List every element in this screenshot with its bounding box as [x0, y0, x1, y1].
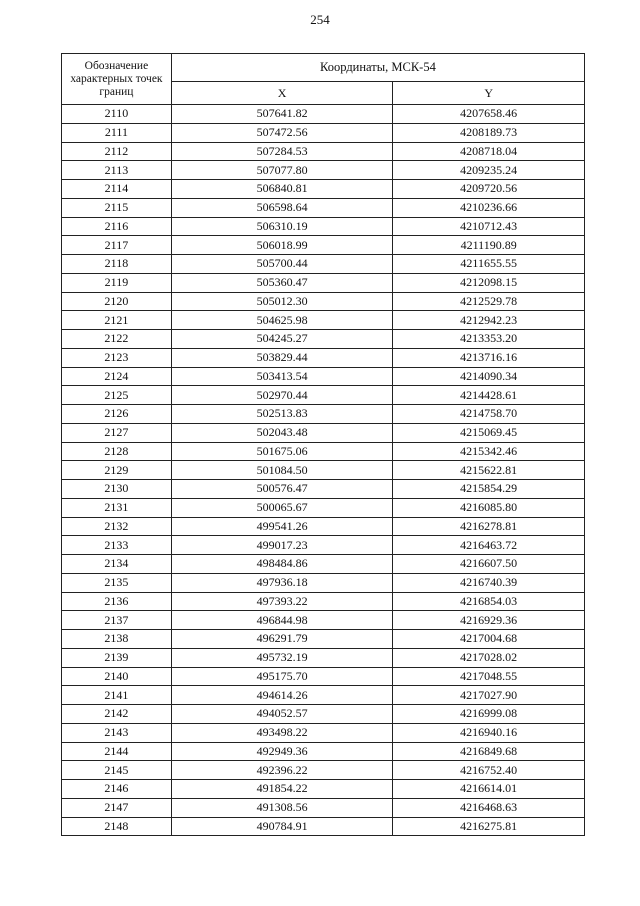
- x-cell: 499541.26: [171, 517, 393, 536]
- table-row: [62, 442, 585, 461]
- table-row: [62, 573, 585, 592]
- point-name-cell: 2145: [62, 761, 172, 780]
- x-cell: 496844.98: [171, 611, 393, 630]
- table-row: [62, 123, 585, 142]
- table-row: [62, 255, 585, 274]
- point-name-cell: 2147: [62, 798, 172, 817]
- point-name-cell: 2139: [62, 648, 172, 667]
- y-cell: 4217028.02: [393, 648, 585, 667]
- table-row: [62, 480, 585, 499]
- y-cell: 4215069.45: [393, 423, 585, 442]
- x-cell: 496291.79: [171, 630, 393, 649]
- table-row: [62, 105, 585, 124]
- point-name-cell: 2114: [62, 180, 172, 199]
- point-name-cell: 2132: [62, 517, 172, 536]
- y-cell: 4216740.39: [393, 573, 585, 592]
- point-name-cell: 2144: [62, 742, 172, 761]
- table-row: [62, 292, 585, 311]
- x-cell: 493498.22: [171, 723, 393, 742]
- y-cell: 4211190.89: [393, 236, 585, 255]
- coordinates-table: [61, 53, 585, 836]
- point-name-cell: 2120: [62, 292, 172, 311]
- y-cell: 4210236.66: [393, 198, 585, 217]
- x-cell: 506598.64: [171, 198, 393, 217]
- x-cell: 501675.06: [171, 442, 393, 461]
- y-cell: 4215854.29: [393, 480, 585, 499]
- y-cell: 4213353.20: [393, 330, 585, 349]
- x-cell: 497936.18: [171, 573, 393, 592]
- y-cell: 4216607.50: [393, 555, 585, 574]
- y-cell: 4211655.55: [393, 255, 585, 274]
- x-cell: 500065.67: [171, 498, 393, 517]
- x-cell: 503829.44: [171, 348, 393, 367]
- x-cell: 491854.22: [171, 780, 393, 799]
- point-name-cell: 2135: [62, 573, 172, 592]
- y-cell: 4217048.55: [393, 667, 585, 686]
- y-cell: 4216940.16: [393, 723, 585, 742]
- x-cell: 506840.81: [171, 180, 393, 199]
- x-cell: 502513.83: [171, 405, 393, 424]
- y-cell: 4216278.81: [393, 517, 585, 536]
- y-cell: 4209235.24: [393, 161, 585, 180]
- table-row: [62, 705, 585, 724]
- table-body: [62, 105, 585, 836]
- y-cell: 4212529.78: [393, 292, 585, 311]
- x-cell: 490784.91: [171, 817, 393, 836]
- table-row: [62, 348, 585, 367]
- y-cell: 4207658.46: [393, 105, 585, 124]
- y-cell: 4216463.72: [393, 536, 585, 555]
- table-row: [62, 236, 585, 255]
- table-row: [62, 667, 585, 686]
- point-name-cell: 2116: [62, 217, 172, 236]
- point-name-cell: 2137: [62, 611, 172, 630]
- table-row: [62, 330, 585, 349]
- y-cell: 4216275.81: [393, 817, 585, 836]
- x-cell: 505700.44: [171, 255, 393, 274]
- x-cell: 492396.22: [171, 761, 393, 780]
- y-cell: 4215622.81: [393, 461, 585, 480]
- x-cell: 491308.56: [171, 798, 393, 817]
- y-cell: 4216999.08: [393, 705, 585, 724]
- y-cell: 4214090.34: [393, 367, 585, 386]
- x-cell: 505012.30: [171, 292, 393, 311]
- y-cell: 4208189.73: [393, 123, 585, 142]
- y-cell: 4208718.04: [393, 142, 585, 161]
- y-cell: 4216614.01: [393, 780, 585, 799]
- y-cell: 4214428.61: [393, 386, 585, 405]
- y-cell: 4216468.63: [393, 798, 585, 817]
- point-name-cell: 2121: [62, 311, 172, 330]
- point-name-cell: 2136: [62, 592, 172, 611]
- x-cell: 502043.48: [171, 423, 393, 442]
- table-row: [62, 367, 585, 386]
- table-row: [62, 723, 585, 742]
- point-name-cell: 2117: [62, 236, 172, 255]
- table-row: [62, 686, 585, 705]
- table-row: [62, 780, 585, 799]
- point-name-cell: 2133: [62, 536, 172, 555]
- x-cell: 497393.22: [171, 592, 393, 611]
- x-cell: 495175.70: [171, 667, 393, 686]
- x-cell: 502970.44: [171, 386, 393, 405]
- point-name-cell: 2142: [62, 705, 172, 724]
- point-name-cell: 2112: [62, 142, 172, 161]
- y-cell: 4217027.90: [393, 686, 585, 705]
- point-name-cell: 2118: [62, 255, 172, 274]
- x-cell: 507077.80: [171, 161, 393, 180]
- y-cell: 4212942.23: [393, 311, 585, 330]
- table-row: [62, 592, 585, 611]
- table-row: [62, 461, 585, 480]
- table-row: [62, 423, 585, 442]
- x-cell: 494052.57: [171, 705, 393, 724]
- y-cell: 4209720.56: [393, 180, 585, 199]
- table-row: [62, 761, 585, 780]
- point-name-cell: 2134: [62, 555, 172, 574]
- header-coordinates: Координаты, МСК-54: [171, 54, 584, 82]
- point-name-cell: 2123: [62, 348, 172, 367]
- point-name-cell: 2138: [62, 630, 172, 649]
- x-cell: 499017.23: [171, 536, 393, 555]
- y-cell: 4216849.68: [393, 742, 585, 761]
- x-cell: 498484.86: [171, 555, 393, 574]
- x-cell: 495732.19: [171, 648, 393, 667]
- point-name-cell: 2128: [62, 442, 172, 461]
- table-row: [62, 217, 585, 236]
- table-row: [62, 555, 585, 574]
- point-name-cell: 2131: [62, 498, 172, 517]
- point-name-cell: 2126: [62, 405, 172, 424]
- point-name-cell: 2140: [62, 667, 172, 686]
- table-row: [62, 386, 585, 405]
- table-row: [62, 536, 585, 555]
- page-number: 254: [310, 12, 330, 27]
- table-row: [62, 161, 585, 180]
- header-row-top: [62, 54, 585, 82]
- point-name-cell: 2141: [62, 686, 172, 705]
- point-name-cell: 2130: [62, 480, 172, 499]
- x-cell: 501084.50: [171, 461, 393, 480]
- header-point-name: Обозначение характерных точек границ: [62, 54, 172, 105]
- point-name-cell: 2111: [62, 123, 172, 142]
- table-row: [62, 648, 585, 667]
- point-name-cell: 2146: [62, 780, 172, 799]
- point-name-cell: 2143: [62, 723, 172, 742]
- table-row: [62, 311, 585, 330]
- x-cell: 500576.47: [171, 480, 393, 499]
- point-name-cell: 2124: [62, 367, 172, 386]
- table-row: [62, 498, 585, 517]
- point-name-cell: 2129: [62, 461, 172, 480]
- x-cell: 507472.56: [171, 123, 393, 142]
- table-row: [62, 611, 585, 630]
- y-cell: 4215342.46: [393, 442, 585, 461]
- y-cell: 4210712.43: [393, 217, 585, 236]
- table-row: [62, 405, 585, 424]
- point-name-cell: 2122: [62, 330, 172, 349]
- table-row: [62, 180, 585, 199]
- table-row: [62, 198, 585, 217]
- y-cell: 4214758.70: [393, 405, 585, 424]
- x-cell: 494614.26: [171, 686, 393, 705]
- table-row: [62, 273, 585, 292]
- point-name-cell: 2115: [62, 198, 172, 217]
- point-name-cell: 2119: [62, 273, 172, 292]
- table-row: [62, 517, 585, 536]
- table-header: [62, 54, 585, 105]
- x-cell: 505360.47: [171, 273, 393, 292]
- x-cell: 507284.53: [171, 142, 393, 161]
- header-y: Y: [393, 82, 585, 105]
- y-cell: 4216929.36: [393, 611, 585, 630]
- y-cell: 4216752.40: [393, 761, 585, 780]
- x-cell: 506310.19: [171, 217, 393, 236]
- y-cell: 4217004.68: [393, 630, 585, 649]
- table-row: [62, 742, 585, 761]
- point-name-cell: 2110: [62, 105, 172, 124]
- y-cell: 4213716.16: [393, 348, 585, 367]
- point-name-cell: 2113: [62, 161, 172, 180]
- x-cell: 506018.99: [171, 236, 393, 255]
- x-cell: 507641.82: [171, 105, 393, 124]
- x-cell: 504245.27: [171, 330, 393, 349]
- table-row: [62, 630, 585, 649]
- table-row: [62, 798, 585, 817]
- header-x: X: [171, 82, 393, 105]
- table-row: [62, 142, 585, 161]
- x-cell: 503413.54: [171, 367, 393, 386]
- point-name-cell: 2148: [62, 817, 172, 836]
- x-cell: 492949.36: [171, 742, 393, 761]
- y-cell: 4216854.03: [393, 592, 585, 611]
- point-name-cell: 2127: [62, 423, 172, 442]
- table-row: [62, 817, 585, 836]
- y-cell: 4212098.15: [393, 273, 585, 292]
- x-cell: 504625.98: [171, 311, 393, 330]
- point-name-cell: 2125: [62, 386, 172, 405]
- y-cell: 4216085.80: [393, 498, 585, 517]
